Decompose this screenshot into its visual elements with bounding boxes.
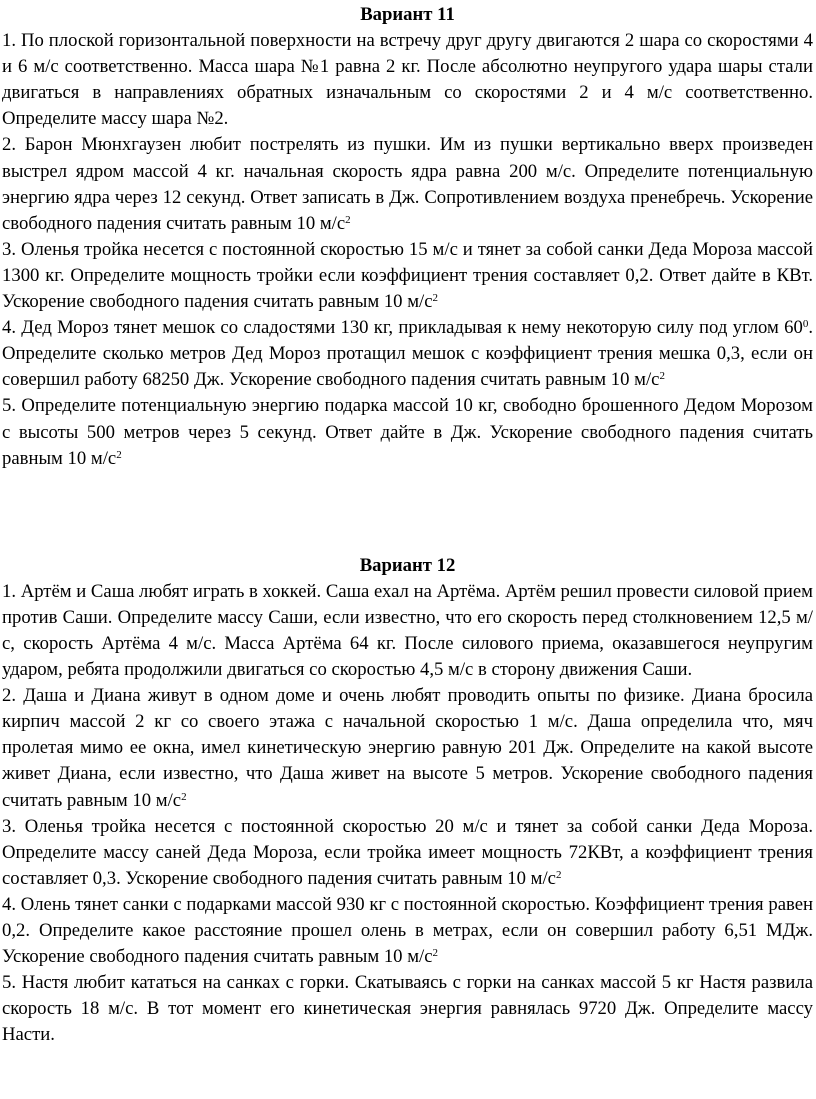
superscript: 2 xyxy=(116,448,122,461)
problem-text: 2. Даша и Диана живут в одном доме и очень любят проводить опыты по физике. Диана бросила кирпич массой 2 кг со своего этажа с начальной скоростью 1 м/с. Даша определила что, мяч пролетая мимо ее окна, имел кинетическую энергию равную 201 Дж. Определите на какой высоте живет Диана, если известно, что Даша живет на высоте 5 метров. Ускорение свободного падения считать равным 10 м/с xyxy=(2,685,813,811)
problem-text: 1. По плоской горизонтальной поверхности на встречу друг другу двигаются 2 шара со скоростями 4 и 6 м/с соответственно. Масса шара №1 равна 2 кг. После абсолютно неупругого удара шары стали двигаться в направлениях обратных изначальным со скоростями 2 и 4 м/с соответственно. Определите массу шара №2. xyxy=(2,30,813,130)
problem-3 xyxy=(2,814,813,892)
problem-3 xyxy=(2,237,813,315)
problem-text: 3. Оленья тройка несется с постоянной скоростью 20 м/с и тянет за собой санки Деда Мороза. Определите массу саней Деда Мороза, если тройка имеет мощность 72КВт, а коэффициент трения составляет 0,3. Ускорение свободного падения считать равным 10 м/с xyxy=(2,815,813,889)
superscript: 2 xyxy=(555,868,562,881)
document-page xyxy=(2,0,813,1048)
problem-text: 3. Оленья тройка несется с постоянной скоростью 15 м/с и тянет за собой санки Деда Мороза массой 1300 кг. Определите мощность тройки если коэффициент трения составляет 0,2. Ответ дайте в КВт. Ускорение свободного падения считать равным 10 м/с xyxy=(2,238,813,313)
variant-12 xyxy=(2,551,813,1049)
superscript: 2 xyxy=(432,947,439,960)
superscript: 2 xyxy=(181,790,187,803)
problem-text: 5. Настя любит кататься на санках с горки. Скатываясь с горки на санках массой 5 кг Настя развила скорость 18 м/с. В тот момент его кинетическая энергия равнялась 9720 Дж. Определите массу Насти. xyxy=(2,972,813,1046)
problem-text: 5. Определите потенциальную энергию подарка массой 10 кг, свободно брошенного Дедом Морозом с высоты 500 метров через 5 секунд. Ответ дайте в Дж. Ускорение свободного падения считать равным 10 м/с xyxy=(2,395,813,469)
problem-2 xyxy=(2,132,813,236)
problem-4 xyxy=(2,892,813,970)
problem-5 xyxy=(2,393,813,471)
problem-1 xyxy=(2,579,813,683)
problem-1 xyxy=(2,28,813,132)
superscript: 2 xyxy=(659,370,665,383)
degree-superscript: 0 xyxy=(802,318,809,331)
problem-4 xyxy=(2,315,813,393)
problem-text-continued: . Определите сколько метров Дед Мороз протащил мешок с коэффициент трения мешка 0,3, если он совершил работу 68250 Дж. Ускорение свободного падения считать равным 10 м/с xyxy=(2,317,813,391)
variant-title: Вариант 11 xyxy=(360,4,455,25)
problem-text: 4. Олень тянет санки с подарками массой 930 кг с постоянной скоростью. Коэффициент трения равен 0,2. Определите какое расстояние прошел олень в метрах, если он совершил работу 6,51 МДж. Ускорение свободного падения считать равным 10 м/с xyxy=(2,893,813,968)
problem-text: 2. Барон Мюнхгаузен любит пострелять из пушки. Им из пушки вертикально вверх произведен выстрел ядром массой 4 кг. начальная скорость ядра равна 200 м/с. Определите потенциальную энергию ядра через 12 секунд. Ответ записать в Дж. Сопротивлением воздуха пренебречь. Ускорение свободного падения считать равным 10 м/с xyxy=(2,134,813,234)
problem-2 xyxy=(2,683,813,813)
variant-11 xyxy=(2,0,813,472)
problem-5 xyxy=(2,970,813,1048)
superscript: 2 xyxy=(432,291,439,304)
problem-text: 4. Дед Мороз тянет мешок со сладостями 130 кг, прикладывая к нему некоторую силу под углом 60 xyxy=(2,317,803,339)
problem-text: 1. Артём и Саша любят играть в хоккей. Саша ехал на Артёма. Артём решил провести силовой прием против Саши. Определите массу Саши, если известно, что его скорость перед столкновением 12,5 м/с, скорость Артёма 4 м/с. Масса Артёма 64 кг. После силового приема, оказавшегося неупругим ударом, ребята продолжили двигаться со скоростью 4,5 м/с в сторону движения Саши. xyxy=(2,580,813,681)
superscript: 2 xyxy=(345,213,351,226)
variant-title: Вариант 12 xyxy=(359,554,456,576)
section-spacer xyxy=(2,472,813,551)
